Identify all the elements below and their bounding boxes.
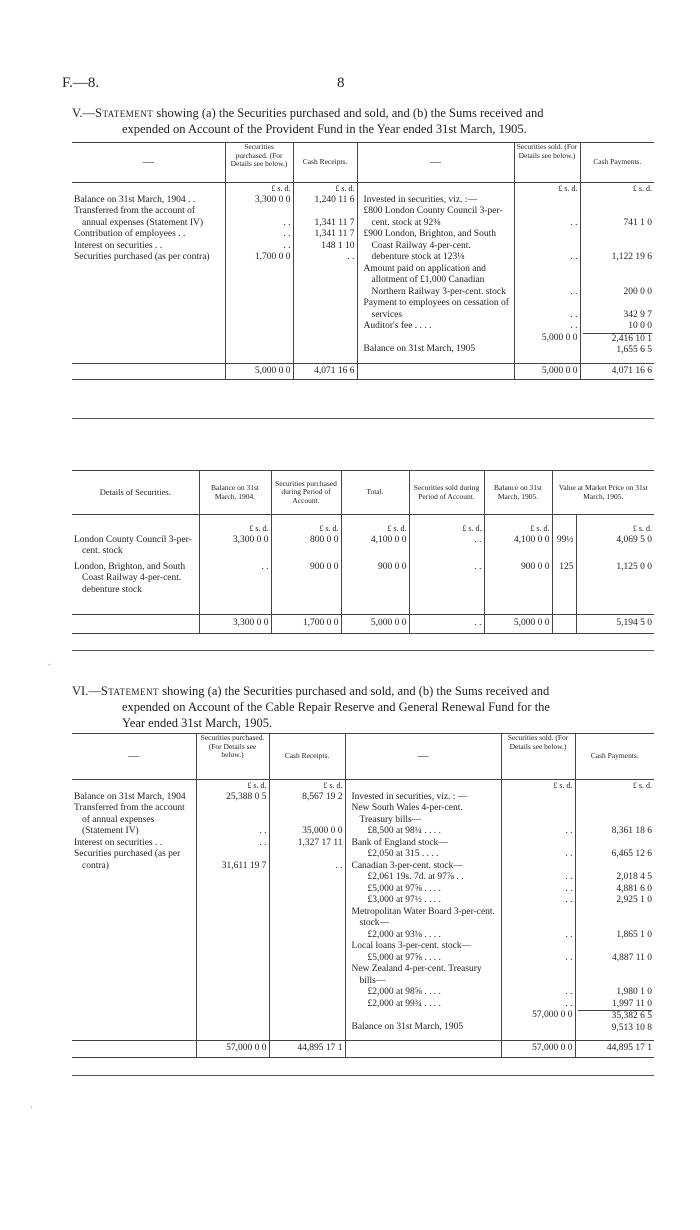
total-sec-purchased: 57,000 0 0 bbox=[196, 1041, 269, 1058]
totals-blank bbox=[72, 615, 199, 634]
totals-row bbox=[72, 363, 654, 380]
right-labels bbox=[345, 792, 501, 1041]
market-value: 1,125 0 0 bbox=[616, 561, 652, 572]
spacer-row bbox=[72, 600, 654, 615]
left-cash-receipts bbox=[293, 195, 357, 364]
col-head-cash-payments: Cash Payments. bbox=[593, 157, 642, 167]
left-row-label: Securities purchased (as per contra) bbox=[74, 252, 210, 262]
sec-sold-value: . . bbox=[570, 309, 578, 320]
cash-receipt-value: 1,341 11 7 bbox=[314, 229, 355, 239]
units-label: £ s. d. bbox=[514, 183, 580, 195]
cash-payment-value: 741 1 0 bbox=[623, 217, 652, 228]
sec-purchased-value: 3,300 0 0 bbox=[254, 194, 291, 205]
sec-sold-value: . . bbox=[565, 952, 573, 963]
units-label: £ s. d. bbox=[293, 183, 357, 195]
cash-payment-value: 6,465 12 6 bbox=[611, 849, 652, 859]
sec-purchased-value: 31,611 19 7 bbox=[221, 860, 267, 871]
units-label: £ s. d. bbox=[501, 780, 575, 792]
total-sec-sold: 57,000 0 0 bbox=[501, 1041, 575, 1058]
right-row-label: New South Wales 4-per-cent. Treasury bills— bbox=[351, 803, 463, 825]
market-value: 4,069 5 0 bbox=[616, 534, 652, 545]
statement-vi-title: VI.—Statement showing (a) the Securities purchased and sold, and (b) the Sums received and expended on Account of the Cable Repair Reserve and General Renewal Fund for the Year ended 31st March, 1905. bbox=[72, 684, 550, 730]
sec-sold-value bbox=[517, 195, 578, 207]
units-blank bbox=[345, 780, 501, 792]
right-row-label: Invested in securities, viz. :— bbox=[363, 194, 477, 205]
table-row bbox=[72, 562, 654, 601]
right-row-label: Invested in securities, viz. : — bbox=[351, 791, 468, 802]
table-row bbox=[72, 535, 654, 562]
cash-payment-value: 1,122 19 6 bbox=[611, 252, 652, 262]
cash-receipt-value: 1,240 11 6 bbox=[314, 194, 355, 205]
value-tot: 4,100 0 0 bbox=[341, 535, 409, 562]
total-pur: 1,700 0 0 bbox=[271, 615, 341, 634]
value-pur: 900 0 0 bbox=[271, 562, 341, 601]
col-head-blank: — bbox=[72, 143, 225, 183]
statement-vi-table bbox=[72, 733, 654, 1058]
cash-payment-value bbox=[578, 907, 653, 930]
units-label: £ s. d. bbox=[409, 515, 484, 535]
units-row bbox=[72, 183, 654, 195]
value-pur: 800 0 0 bbox=[271, 535, 341, 562]
spacer-cell bbox=[341, 600, 409, 615]
sec-purchased-value: 1,700 0 0 bbox=[254, 252, 291, 262]
cash-payment-value: 342 9 7 bbox=[623, 309, 652, 320]
det-head-bal-1904: Balance on 31st March, 1904. bbox=[199, 471, 271, 515]
sec-purchased-value: 25,388 0 5 bbox=[226, 791, 267, 802]
sec-sold-value: . . bbox=[565, 872, 573, 882]
spacer-cell bbox=[199, 600, 271, 615]
units-label: £ s. d. bbox=[341, 515, 409, 535]
spacer-cell bbox=[484, 600, 552, 615]
col-head-cash-receipts: Cash Receipts. bbox=[269, 734, 345, 780]
units-label: £ s. d. bbox=[225, 183, 293, 195]
cash-payment-value: 200 0 0 bbox=[623, 286, 652, 297]
det-head-sold: Securities sold during Period of Account. bbox=[409, 471, 484, 515]
left-row-label: Transferred from the account of annual expenses (Statement IV) bbox=[74, 206, 204, 228]
cash-receipt-value: 148 1 10 bbox=[321, 240, 355, 251]
col-head-sec-purchased: Securities purchased. (For Details see below.) bbox=[225, 143, 293, 183]
units-blank bbox=[72, 183, 225, 195]
left-row-label: Balance on 31st March, 1904 bbox=[74, 791, 186, 802]
total-cash-receipts: 44,895 17 1 bbox=[269, 1041, 345, 1058]
sec-sold-value bbox=[504, 803, 573, 826]
subtotal: 35,382 6 5 bbox=[578, 1010, 653, 1023]
balance-sec-sold: 57,000 0 0 bbox=[532, 1010, 573, 1020]
det-head-market-value: Value at Market Price on 31st March, 1905. bbox=[558, 483, 648, 501]
right-sec-sold bbox=[501, 792, 575, 1041]
right-row-label: £8,500 at 98¼ . . . . bbox=[367, 826, 441, 836]
subtotal: 2,416 10 1 bbox=[583, 333, 653, 346]
rule bbox=[72, 650, 654, 651]
cash-receipt-value: 1,327 17 11 bbox=[297, 837, 343, 848]
left-row-label: Balance on 31st March, 1904 . . bbox=[74, 194, 196, 205]
sec-sold-value: . . bbox=[565, 987, 573, 997]
cash-payment-value bbox=[578, 861, 653, 873]
value-sold: . . bbox=[409, 535, 484, 562]
total-sold: . . bbox=[409, 615, 484, 634]
totals-row bbox=[72, 615, 654, 634]
sec-purchased-value: . . bbox=[259, 837, 267, 848]
value-tot: 900 0 0 bbox=[341, 562, 409, 601]
total-b05: 5,000 0 0 bbox=[484, 615, 552, 634]
right-sec-sold bbox=[514, 195, 580, 364]
spacer-cell bbox=[271, 600, 341, 615]
left-sec-purchased bbox=[225, 195, 293, 364]
cash-payment-value bbox=[578, 964, 653, 987]
totals-row bbox=[72, 1041, 654, 1058]
right-row-label: £800 London County Council 3-per-cent. stock at 92⅜ bbox=[363, 206, 503, 228]
market-rate: 125 bbox=[552, 562, 576, 601]
cash-payment-value bbox=[583, 195, 653, 207]
left-row-label: Transferred from the account of annual expenses (Statement IV) bbox=[74, 803, 185, 836]
units-label: £ s. d. bbox=[199, 515, 271, 535]
sec-sold-value bbox=[504, 941, 573, 953]
units-blank bbox=[552, 515, 576, 535]
left-labels bbox=[72, 792, 196, 1041]
cash-receipt-value: 8,567 19 2 bbox=[302, 791, 343, 802]
det-head-bal-1905: Balance on 31st March, 1905. bbox=[484, 471, 552, 515]
right-row-label: £2,061 19s. 7d. at 97⅞ . . bbox=[367, 872, 464, 882]
rule bbox=[72, 1075, 654, 1076]
report-code: F.—8. bbox=[62, 75, 100, 91]
units-blank bbox=[72, 515, 199, 535]
right-row-label: £5,000 at 97⅝ . . . . bbox=[367, 883, 441, 894]
col-head-blank: — bbox=[72, 734, 196, 780]
cash-payment-value: 4,881 6 0 bbox=[616, 883, 652, 894]
sec-sold-value bbox=[504, 838, 573, 850]
security-name: London, Brighton, and South Coast Railway 4-per-cent. debenture stock bbox=[72, 562, 199, 601]
totals-blank bbox=[345, 1041, 501, 1058]
margin-mark: . bbox=[48, 657, 51, 668]
cash-payment-value: 1,980 1 0 bbox=[616, 987, 652, 997]
spacer-cell bbox=[72, 600, 199, 615]
sec-sold-value: . . bbox=[565, 998, 573, 1009]
sec-sold-value: . . bbox=[570, 321, 578, 331]
total-b04: 3,300 0 0 bbox=[199, 615, 271, 634]
det-head-total: Total. bbox=[341, 471, 409, 515]
units-row bbox=[72, 780, 654, 792]
units-label: £ s. d. bbox=[269, 780, 345, 792]
sec-purchased-value: . . bbox=[283, 217, 291, 228]
right-row-label: Canadian 3-per-cent. stock— bbox=[351, 860, 463, 871]
value-b05: 900 0 0 bbox=[484, 562, 552, 601]
totals-blank bbox=[72, 363, 225, 380]
right-labels bbox=[357, 195, 514, 364]
sec-sold-value: . . bbox=[570, 286, 578, 297]
value-sold: . . bbox=[409, 562, 484, 601]
right-row-label: Metropolitan Water Board 3-per-cent. stock— bbox=[351, 906, 495, 928]
sec-sold-value: . . bbox=[570, 217, 578, 228]
total-market-value: 5,194 5 0 bbox=[616, 618, 652, 628]
left-cash-receipts bbox=[269, 792, 345, 1041]
left-labels bbox=[72, 195, 225, 364]
col-head-cash-receipts: Cash Receipts. bbox=[293, 143, 357, 183]
margin-mark: . bbox=[30, 1100, 33, 1111]
totals-blank bbox=[552, 615, 576, 634]
balance-cash-payments: 1,655 6 5 bbox=[616, 345, 652, 355]
sec-sold-value: . . bbox=[565, 929, 573, 940]
cash-receipt-value: . . bbox=[347, 252, 355, 262]
cash-receipt-value: 35,000 0 0 bbox=[302, 826, 343, 836]
table-row bbox=[72, 792, 654, 1041]
totals-blank bbox=[357, 363, 514, 380]
right-row-label: £2,050 at 315 . . . . bbox=[367, 849, 439, 859]
col-head-sec-purchased: Securities purchased. (For Details see below.) bbox=[196, 734, 269, 780]
value-b04: . . bbox=[199, 562, 271, 601]
statement-v-table bbox=[72, 142, 654, 380]
left-row-label: Contribution of employees . . bbox=[74, 229, 186, 239]
sec-sold-value bbox=[504, 861, 573, 873]
sec-sold-value: . . bbox=[565, 883, 573, 894]
sec-sold-value bbox=[504, 907, 573, 930]
units-blank bbox=[357, 183, 514, 195]
left-row-label: Securities purchased (as per contra) bbox=[74, 849, 181, 871]
cash-payment-value bbox=[578, 792, 653, 804]
security-name: London County Council 3-per-cent. stock bbox=[72, 535, 199, 562]
right-row-label: £2,000 at 98⅝ . . . . bbox=[367, 987, 441, 997]
sec-purchased-value: . . bbox=[259, 826, 267, 836]
table-row bbox=[72, 195, 654, 364]
cash-payment-value bbox=[578, 941, 653, 953]
right-row-label: Auditor's fee . . . . bbox=[363, 321, 432, 331]
right-cash-payments bbox=[575, 792, 654, 1041]
units-label: £ s. d. bbox=[271, 515, 341, 535]
page-number: 8 bbox=[337, 75, 345, 91]
right-cash-payments bbox=[580, 195, 654, 364]
spacer-cell bbox=[552, 600, 576, 615]
left-sec-purchased bbox=[196, 792, 269, 1041]
right-row-label: £5,000 at 97⅝ . . . . bbox=[367, 952, 441, 963]
det-head-details: Details of Securities. bbox=[72, 471, 199, 515]
col-head-sec-sold: Securities sold. (For Details see below.) bbox=[501, 734, 575, 780]
total-cash-receipts: 4,071 16 6 bbox=[293, 363, 357, 380]
sec-sold-value: . . bbox=[565, 895, 573, 905]
units-blank bbox=[72, 780, 196, 792]
cash-payment-value: 2,925 1 0 bbox=[616, 895, 652, 905]
value-b05: 4,100 0 0 bbox=[484, 535, 552, 562]
col-head-cash-payments: Cash Payments. bbox=[590, 751, 639, 761]
sec-sold-value: . . bbox=[565, 849, 573, 859]
balance-sec-sold: 5,000 0 0 bbox=[541, 332, 578, 343]
units-row bbox=[72, 515, 654, 535]
spacer-cell bbox=[576, 600, 654, 615]
right-row-label: Bank of England stock— bbox=[351, 837, 448, 848]
balance-label: Balance on 31st March, 1905 bbox=[363, 344, 476, 354]
units-label: £ s. d. bbox=[632, 781, 652, 790]
sec-sold-value bbox=[504, 964, 573, 987]
cash-payment-value: 10 0 0 bbox=[628, 321, 652, 331]
sec-purchased-value: . . bbox=[283, 240, 291, 251]
col-head-sec-sold: Securities sold. (For Details see below.) bbox=[514, 143, 580, 183]
balance-cash-payments: 9,513 10 8 bbox=[611, 1022, 652, 1033]
right-row-label: £900 London, Brighton, and South Coast Railway 4-per-cent. debenture stock at 123⅛ bbox=[363, 229, 496, 262]
units-label: £ s. d. bbox=[632, 184, 652, 193]
cash-payment-value: 1,997 11 0 bbox=[611, 998, 652, 1009]
cash-payment-value bbox=[578, 803, 653, 826]
left-row-label: Interest on securities . . bbox=[74, 837, 163, 848]
rule bbox=[72, 418, 654, 419]
total-tot: 5,000 0 0 bbox=[341, 615, 409, 634]
right-row-label: £2,000 at 99¾ . . . . bbox=[367, 998, 441, 1009]
totals-blank bbox=[72, 1041, 196, 1058]
col-head-blank-right: — bbox=[345, 734, 501, 780]
right-row-label: Amount paid on application and allotment of £1,000 Canadian Northern Railway 3-per-cent. stock bbox=[363, 263, 506, 297]
col-head-blank-right: — bbox=[357, 143, 514, 183]
cash-payment-value: 2,018 4 5 bbox=[616, 872, 652, 882]
units-label: £ s. d. bbox=[632, 524, 652, 533]
cash-receipt-value: 1,341 11 7 bbox=[314, 217, 355, 228]
cash-payment-value: 1,865 1 0 bbox=[616, 929, 652, 940]
details-of-securities-table bbox=[72, 470, 654, 634]
sec-sold-value: . . bbox=[565, 826, 573, 836]
total-cash-payments: 44,895 17 1 bbox=[606, 1043, 652, 1053]
cash-payment-value bbox=[578, 838, 653, 850]
cash-receipt-value: . . bbox=[335, 860, 343, 871]
cash-payment-value: 8,361 18 6 bbox=[611, 826, 652, 836]
value-b04: 3,300 0 0 bbox=[199, 535, 271, 562]
balance-label: Balance on 31st March, 1905 bbox=[351, 1021, 464, 1032]
right-row-label: New Zealand 4-per-cent. Treasury bills— bbox=[351, 964, 482, 986]
det-head-purchased: Securities purchased during Period of Account. bbox=[271, 471, 341, 515]
sec-sold-value: . . bbox=[570, 252, 578, 262]
right-row-label: £2,000 at 93⅛ . . . . bbox=[367, 929, 441, 940]
right-row-label: Local loans 3-per-cent. stock— bbox=[351, 941, 472, 951]
spacer-cell bbox=[409, 600, 484, 615]
units-label: £ s. d. bbox=[484, 515, 552, 535]
sec-sold-value bbox=[504, 792, 573, 804]
market-rate: 99½ bbox=[552, 535, 576, 562]
cash-payment-value: 4,887 11 0 bbox=[611, 952, 652, 963]
right-row-label: Payment to employees on cessation of services bbox=[363, 298, 509, 320]
total-sec-purchased: 5,000 0 0 bbox=[225, 363, 293, 380]
units-label: £ s. d. bbox=[196, 780, 269, 792]
sec-purchased-value: . . bbox=[283, 229, 291, 239]
total-sec-sold: 5,000 0 0 bbox=[514, 363, 580, 380]
right-row-label: £3,000 at 97½ . . . . bbox=[367, 895, 441, 905]
left-row-label: Interest on securities . . bbox=[74, 240, 163, 251]
statement-v-title: V.—Statement showing (a) the Securities purchased and sold, and (b) the Sums received and expended on Account of the Provident Fund in the Year ended 31st March, 1905. bbox=[72, 106, 544, 136]
total-cash-payments: 4,071 16 6 bbox=[611, 365, 652, 376]
